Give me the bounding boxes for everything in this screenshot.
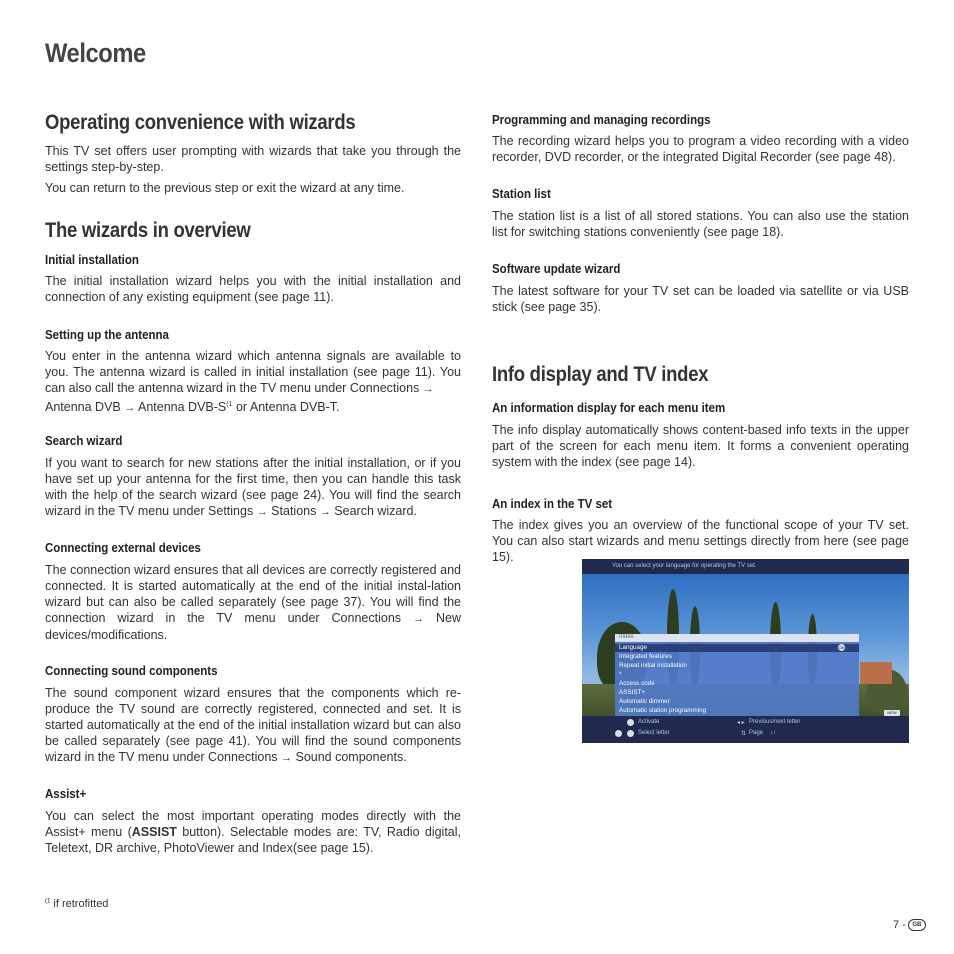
arrow-icon: → xyxy=(281,752,293,764)
hint-page: Page xyxy=(749,730,764,736)
up-down-icon: ↓↑ xyxy=(770,730,776,736)
tv-menu-item[interactable]: Access code xyxy=(619,680,655,687)
footnote-marker: (1 xyxy=(226,401,233,408)
hint-prev-next: Previous/next letter xyxy=(749,719,801,725)
house-shape xyxy=(860,662,892,684)
tv-menu-item[interactable]: Language xyxy=(619,644,648,651)
subheading-initial-installation: Initial installation xyxy=(45,253,139,267)
subheading-station-list: Station list xyxy=(492,187,551,201)
subheading-info-display: An information display for each menu item xyxy=(492,401,726,415)
arrow-icon: → xyxy=(124,402,136,415)
recordings-text: The recording wizard helps you to program a video recording with a video recorder, DVD recorder, or the integrated Digital Recorder (see page 48). xyxy=(492,134,909,164)
assist-button-label: ASSIST xyxy=(131,825,177,839)
page-title: Welcome xyxy=(45,38,146,68)
tv-info-bar xyxy=(582,559,909,574)
intro-paragraph-2: You can return to the previous step or exit the wizard at any time. xyxy=(45,181,405,195)
tv-menu-item[interactable]: * xyxy=(619,671,622,678)
info-display-text: The info display automatically shows content-based info texts in the upper part of the screen for each menu item. It forms a convenient operating system with the index (see page 14). xyxy=(492,423,909,469)
hint-select-letter: Select letter xyxy=(638,730,670,736)
tv-menu-item[interactable]: Automatic dimmer xyxy=(619,698,670,705)
arrow-icon: → xyxy=(256,506,268,518)
subheading-search-wizard: Search wizard xyxy=(45,434,123,448)
tv-index-menu xyxy=(615,634,859,716)
hint-activate: Activate xyxy=(638,719,660,725)
ok-button-icon xyxy=(627,719,634,726)
intro-paragraph: This TV set offers user prompting with wizards that take you through the settings step-by-step. xyxy=(45,144,461,174)
external-devices-text: The connection wizard ensures that all devices are correctly registered and connected. It is started automatically at the end of the initial instal-lation wizard but can also be called separately (see page 37). You will find the connection wizard in the TV menu under Connections → New devices/modifications. xyxy=(45,563,462,642)
station-list-text: The station list is a list of all stored stations. You can also use the station list for switching stations conveniently (see page 18). xyxy=(492,209,909,239)
initial-installation-text: The initial installation wizard helps you with the initial installation and connection of any existing equipment (see page 11). xyxy=(45,274,461,304)
tv-hint-bar xyxy=(582,716,909,743)
channel-logo-icon: NEW xyxy=(884,710,900,716)
tv-menu-item[interactable]: Repeat initial installation xyxy=(619,662,687,669)
arrow-icon: → xyxy=(319,506,331,518)
index-text: The index gives you an overview of the functional scope of your TV set. You can also start wizards and menu settings directly from here (see page 15). xyxy=(492,518,909,564)
section-heading-info-display: Info display and TV index xyxy=(492,363,709,386)
left-right-icon: ◂ ▸ xyxy=(737,720,745,726)
assist-text: You can select the most important operating modes directly with the Assist+ menu (ASSIST button). Selectable modes are: TV, Radio digital, Teletext, DR archive, PhotoViewer and Index(see page 15). xyxy=(45,809,462,855)
tv-menu-header: Index xyxy=(615,634,859,642)
tv-menu-item[interactable]: ASSIST+ xyxy=(619,689,646,696)
ok-button-icon: OK xyxy=(838,645,845,650)
section-heading-overview: The wizards in overview xyxy=(45,219,251,242)
footnote: $^{(1}$ if retrofitted xyxy=(45,898,109,910)
subheading-software-update: Software update wizard xyxy=(492,262,621,276)
subheading-recordings: Programming and managing recordings xyxy=(492,113,711,127)
tv-screenshot xyxy=(582,559,909,743)
antenna-text: You enter in the antenna wizard which antenna signals are available to you. The antenna wizard is called in initial installation (see page 11). You can also call the antenna wizard in the TV menu under Connections → Antenna DVB → Antenna DVB-$S^{(1}$ or Antenna DVB-T. xyxy=(45,349,461,415)
country-badge-icon: GB xyxy=(908,919,926,931)
arrow-icon: → xyxy=(422,383,434,395)
subheading-antenna: Setting up the antenna xyxy=(45,328,169,342)
sound-components-text: The sound component wizard ensures that the components which re-produce the TV sound are correctly registered, connected and set. It is started automatically at the end of the initial installation wizard but can also be called separately (see page 41). You will find the sound components wizard in the TV menu under Connections → Sound components. xyxy=(45,686,461,764)
subheading-sound-components: Connecting sound components xyxy=(45,664,218,678)
subheading-index: An index in the TV set xyxy=(492,497,613,511)
tv-menu-item[interactable]: Automatic station programming xyxy=(619,707,707,714)
tv-menu-selection[interactable] xyxy=(615,644,859,652)
software-update-text: The latest software for your TV set can be loaded via satellite or via USB stick (see page 35). xyxy=(492,284,909,314)
page-icon: ⇅ xyxy=(741,731,747,737)
digit-button-icon xyxy=(615,730,622,737)
tv-menu-item[interactable]: Integrated features xyxy=(619,653,672,660)
digit-button-icon xyxy=(627,730,634,737)
section-heading-wizards: Operating convenience with wizards xyxy=(45,111,356,134)
tv-info-text: You can select your language for operating the TV set. xyxy=(612,563,757,569)
subheading-assist: Assist+ xyxy=(45,787,87,801)
arrow-icon: → xyxy=(413,613,425,625)
subheading-external-devices: Connecting external devices xyxy=(45,541,201,555)
search-wizard-text: If you want to search for new stations after the initial installation, or if you have set up your antenna for the first time, then you can handle this task with the help of the search wizard (see page 24). You will find the search wizard in the TV menu under Settings → Stations → Search wizard. xyxy=(45,456,461,518)
page-number: 7 - GB xyxy=(893,919,926,931)
